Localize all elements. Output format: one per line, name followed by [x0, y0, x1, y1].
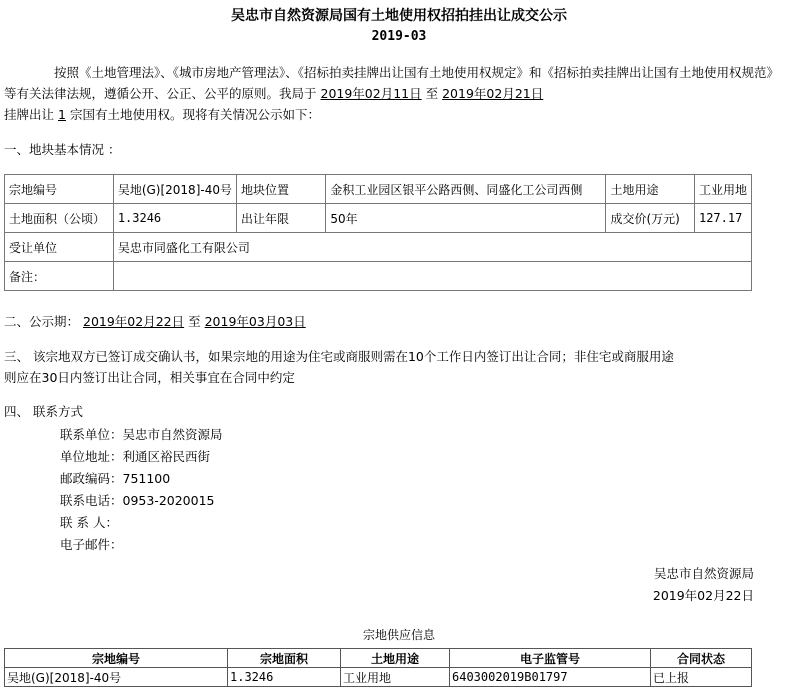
intro-date-start: 2019年02月11日: [320, 86, 422, 101]
contact-block: [60, 424, 223, 556]
grantee-label: 受让单位: [5, 233, 114, 262]
section3: [4, 346, 674, 388]
contact-postcode: 邮政编码：751100: [60, 471, 171, 486]
supply-header-area: 宗地面积: [228, 649, 341, 668]
grantee-value: 吴忠市同盛化工有限公司: [113, 233, 751, 262]
contact-address: 单位地址：利通区裕民西街: [60, 449, 211, 464]
intro-count: 1: [58, 107, 66, 122]
price-value: 127.17: [694, 204, 751, 233]
intro-text-d: 宗国有土地使用权。现将有关情况公示如下：: [69, 107, 320, 122]
area-label: 土地面积（公顷）: [5, 204, 114, 233]
location-label: 地块位置: [236, 175, 325, 204]
supply-header-code: 宗地编号: [5, 649, 228, 668]
publicity-date-end: 2019年03月03日: [204, 314, 306, 329]
contact-person: 联 系 人：: [60, 515, 118, 530]
supply-header-use: 土地用途: [341, 649, 450, 668]
code-value: 吴地(G)[2018]-40号: [113, 175, 236, 204]
contact-unit: 联系单位：吴忠市自然资源局: [60, 427, 223, 442]
supply-caption: 宗地供应信息: [362, 628, 435, 642]
signature-org: 吴忠市自然资源局: [653, 566, 754, 581]
remark-label: 备注：: [5, 262, 114, 291]
notice-title: 吴忠市自然资源局国有土地使用权招拍挂出让成交公示: [231, 8, 567, 24]
supply-area: 1.3246: [228, 668, 341, 687]
supply-header-supervision-no: 电子监管号: [450, 649, 651, 668]
term-value: 50年: [326, 204, 606, 233]
intro-paragraph: [4, 62, 774, 125]
parcel-table: [4, 174, 752, 291]
price-label: 成交价(万元): [606, 204, 695, 233]
table-row: [5, 175, 752, 204]
table-row: [5, 233, 752, 262]
notice-number: 2019-03: [371, 29, 427, 44]
area-value: 1.3246: [113, 204, 236, 233]
location-value: 金积工业园区银平公路西侧、同盛化工公司西侧: [326, 175, 606, 204]
use-value: 工业用地: [694, 175, 751, 204]
supply-code: 吴地(G)[2018]-40号: [5, 668, 228, 687]
section3-line1: 三、 该宗地双方已签订成交确认书，如果宗地的用途为住宅或商服则需在10个工作日内签订出让合同；非住宅或商服用途: [4, 349, 674, 364]
contact-phone: 联系电话：0953-2020015: [60, 493, 215, 508]
supply-header-contract-status: 合同状态: [651, 649, 752, 668]
code-label: 宗地编号: [5, 175, 114, 204]
section4-heading: 四、 联系方式: [4, 404, 83, 419]
section2-heading: 二、公示期：: [4, 314, 80, 329]
signature-date: 2019年02月22日: [652, 588, 754, 603]
intro-text-b: 让国有土地使用权规范》等有关法律法规，遵循公开、公正、公平的原则。我局于: [4, 65, 773, 101]
supply-use: 工业用地: [341, 668, 450, 687]
intro-text-a: 按照《土地管理法》、《城市房地产管理法》、《招标拍卖挂牌出让国有土地使用权规定》和《招标拍卖挂牌出: [54, 65, 642, 80]
intro-to: 至: [425, 86, 439, 101]
table-row: [5, 204, 752, 233]
publicity-date-start: 2019年02月22日: [83, 314, 185, 329]
section2: [4, 312, 306, 332]
table-row: [5, 668, 752, 687]
intro-date-end: 2019年02月21日: [442, 86, 544, 101]
section3-line2: 则应在30日内签订出让合同，相关事宜在合同中约定: [4, 370, 295, 385]
supply-contract-status: 已上报: [651, 668, 752, 687]
intro-text-c: 挂牌出让: [4, 107, 55, 122]
section1-heading: 一、地块基本情况 ：: [4, 142, 121, 157]
remark-value: [113, 262, 751, 291]
table-row: [5, 262, 752, 291]
supply-table: [4, 648, 752, 687]
term-label: 出让年限: [236, 204, 325, 233]
publicity-to: 至: [188, 314, 201, 329]
contact-email: 电子邮件：: [60, 537, 123, 552]
supply-supervision-no: 6403002019B01797: [450, 668, 651, 687]
table-header-row: [5, 649, 752, 668]
use-label: 土地用途: [606, 175, 695, 204]
